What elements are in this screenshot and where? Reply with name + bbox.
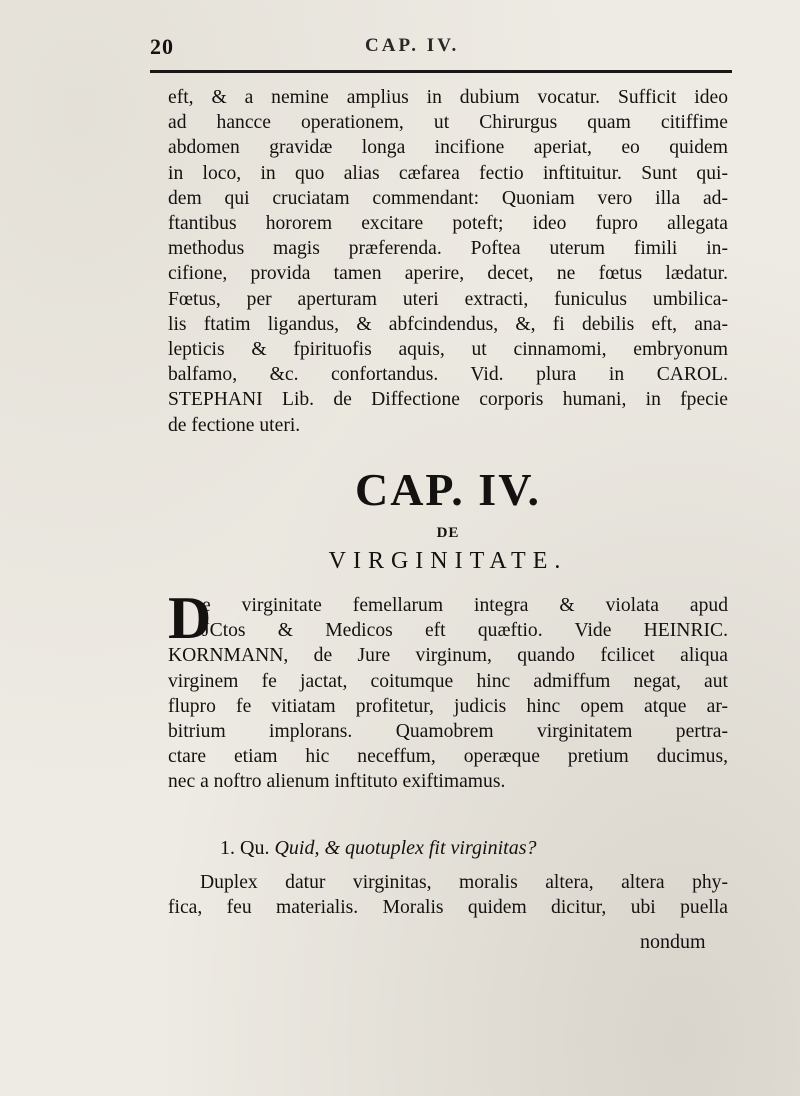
page-number: 20 — [150, 34, 174, 59]
text-line: e virginitate femellarum integra & violata apud — [202, 595, 728, 616]
text-line: STEPHANI Lib. de Diffectione corporis humani, in fpecie — [168, 389, 728, 411]
paragraph-3 — [168, 870, 728, 920]
text-line: fica, feu materialis. Moralis quidem dicitur, ubi puella — [168, 897, 728, 919]
text-line: ftantibus hororem excitare poteft; ideo fupro allegata — [168, 213, 728, 235]
header-rule — [150, 70, 732, 73]
question-heading — [220, 837, 536, 860]
page-header — [150, 28, 730, 68]
text-line: lepticis & fpirituofis aquis, ut cinnamomi, embryonum — [168, 339, 728, 361]
text-line: Duplex datur virginitas, moralis altera, altera phy- — [200, 872, 728, 893]
question-number: 1. Qu. — [220, 837, 270, 859]
text-line: methodus magis præferenda. Poftea uterum fimili in- — [168, 238, 728, 260]
text-line: in loco, in quo alias cæfarea fectio inftituitur. Sunt qui- — [168, 162, 728, 184]
chapter-heading: CAP. IV. — [354, 464, 541, 515]
running-head: CAP. IV. — [365, 35, 460, 56]
text-line: balfamo, &c. confortandus. Vid. plura in CAROL. — [168, 364, 728, 386]
question-text: Quid, & quotuplex fit virginitas? — [274, 837, 537, 859]
text-line: lis ftatim ligandus, & abfcindendus, &, fi debilis eft, ana- — [168, 313, 728, 335]
text-line: de fectione uteri. — [168, 414, 301, 436]
text-line: JCtos & Medicos eft quæftio. Vide HEINRIC. — [202, 620, 728, 642]
drop-cap: D — [168, 585, 212, 651]
chapter-title: VIRGINITATE. — [328, 548, 568, 574]
chapter-subheading: DE — [436, 525, 460, 541]
paragraph-2 — [168, 593, 728, 795]
text-line: Fœtus, per aperturam uteri extracti, funiculus umbilica- — [168, 288, 728, 310]
text-line: dem qui cruciatam commendant: Quoniam vero illa ad- — [168, 187, 728, 209]
text-line: abdomen gravidæ longa incifione aperiat, eo quidem — [168, 137, 728, 159]
text-line: virginem fe jactat, coitumque hinc admiffum negat, aut — [168, 670, 728, 692]
text-line: ad hancce operationem, ut Chirurgus quam citiffime — [168, 112, 728, 134]
text-line: cifione, provida tamen aperire, decet, ne fœtus lædatur. — [168, 263, 728, 285]
catchword: nondum — [640, 931, 706, 953]
text-line: bitrium implorans. Quamobrem virginitatem pertra- — [168, 721, 728, 743]
text-line: flupro fe vitiatam profitetur, judicis hinc opem atque ar- — [168, 695, 728, 717]
text-line: ctare etiam hic neceffum, operæque pretium ducimus, — [168, 746, 728, 768]
paragraph-1 — [168, 85, 728, 438]
text-line: nec a noftro alienum inftituto exiftimamus. — [168, 771, 506, 793]
text-line: KORNMANN, de Jure virginum, quando fcilicet aliqua — [168, 645, 728, 667]
text-line: eft, & a nemine amplius in dubium vocatur. Sufficit ideo — [168, 87, 728, 108]
